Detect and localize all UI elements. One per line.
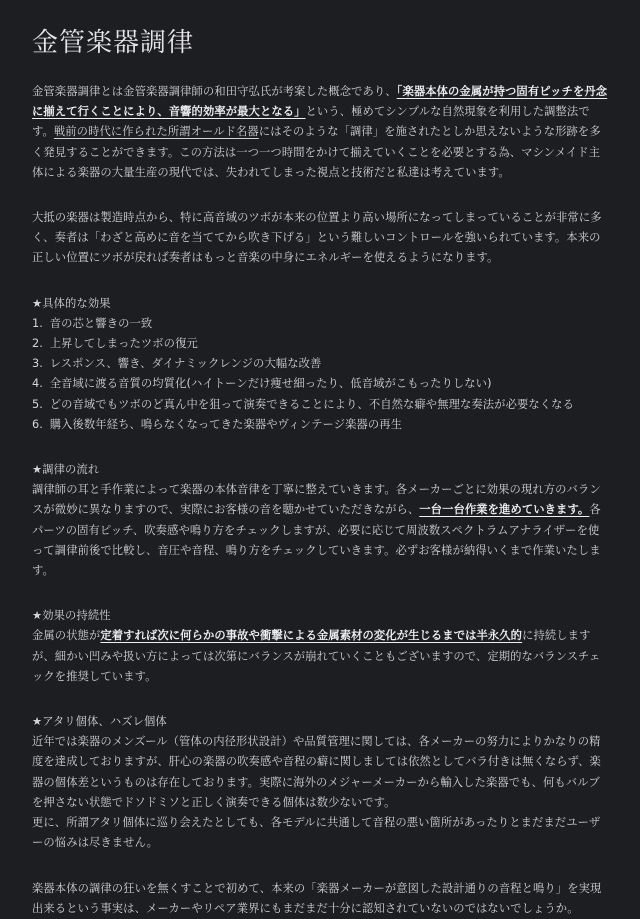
effects-heading: ★具体的な効果 bbox=[32, 296, 111, 310]
durability-section bbox=[32, 606, 608, 687]
list-item bbox=[32, 395, 608, 415]
list-text: レスポンス、響き、ダイナミックレンジの大幅な改善 bbox=[49, 357, 322, 371]
list-number: 4. bbox=[32, 377, 43, 391]
flow-section bbox=[32, 460, 608, 581]
intro-paragraph bbox=[32, 82, 608, 183]
pitch-paragraph: 大抵の楽器は製造時点から、特に高音域のツボが本来の位置より高い場所になってしまっていることが非常に多く、奏者は「わざと高めに音を当ててから吹き下げる」という難しいコントロールを強いられています。本来の正しい位置にツボが戻れば奏者はもっと音楽の中身にエネルギーを使えるようになります。 bbox=[32, 211, 602, 265]
intro-text-1: 金管楽器調律とは金管楽器調律師の和田守弘氏が考案した概念であり、 bbox=[32, 85, 397, 98]
old-instruments-link[interactable]: 戦前の時代に作られた所謂オールド名器 bbox=[53, 125, 259, 139]
list-number: 5. bbox=[32, 397, 43, 411]
intro-text-3: にはそのような「調律」を施されたとしか思えないような形跡を多く発見することができます。この方法は一つ一つ時間をかけて揃えていくことを必要とする為、マシンメイド主体による楽器の大量生産の現代では、失われてしまった視点と技術だと私達は考えています。 bbox=[32, 125, 601, 179]
list-text: 音の芯と響きの一致 bbox=[49, 316, 153, 330]
durability-heading: ★効果の持続性 bbox=[32, 609, 111, 623]
intro-text-2: という、極めてシンプルな自然現象を利用した調整法です。 bbox=[32, 105, 590, 139]
atari-text-1: 近年では楽器のメンズール（管体の内径形状設計）や品質管理に関しては、各メーカーの努力によりかなりの精度を達成しておりますが、肝心の楽器の吹奏感や音程の癖に関しましては依然としてバラ付きは無くならず、楽器の個体差というものは存在しております。実際に海外のメジャーメーカーから輸入した楽器でも、何もバルブを押さない状態でドソドミソと正しく演奏できる個体は数少ないです。 bbox=[32, 735, 601, 809]
flow-emphasis: 一台一台作業を進めていきます。 bbox=[419, 503, 590, 517]
list-item bbox=[32, 334, 608, 354]
list-item bbox=[32, 374, 608, 394]
flow-text-2: 各パーツの固有ピッチ、吹奏感や鳴り方をチェックしますが、必要に応じて周波数スペクトラムアナライザーを使って調律前後で比較し、音圧や音程、鳴り方をチェックしていきます。必ずお客様が納得いくまで作業いたします。 bbox=[32, 503, 601, 578]
list-number: 3. bbox=[32, 357, 43, 371]
atari-section bbox=[32, 712, 608, 853]
list-number: 1. bbox=[32, 316, 43, 330]
flow-heading: ★調律の流れ bbox=[32, 463, 100, 477]
list-text: どの音域でもツボのど真ん中を狙って演奏できることにより、不自然な癖や無理な奏法が必要なくなる bbox=[49, 397, 574, 411]
closing-paragraph: 楽器本体の調律の狂いを無くすことで初めて、本来の「楽器メーカーが意図した設計通りの音程と鳴り」を実現出来るという事実は、メーカーやリペア業界にもまだまだ十分に認知されていないのではないでしょうか。 bbox=[32, 881, 602, 915]
durability-emphasis: 定着すれば次に何らかの事故や衝撃による金属素材の変化が生じるまでは半永久的 bbox=[100, 629, 523, 643]
list-text: 上昇してしまったツボの復元 bbox=[49, 337, 198, 351]
atari-text-2: 更に、所謂アタリ個体に巡り会えたとしても、各モデルに共通して音程の悪い箇所があったりとまだまだユーザーの悩みは尽きません。 bbox=[32, 816, 601, 850]
intro-emphasis: 「楽器本体の金属が持つ固有ピッチを丹念に揃えて行くことにより、音響的効率が最大となる」 bbox=[32, 85, 608, 119]
list-text: 購入後数年経ち、鳴らなくなってきた楽器やヴィンテージ楽器の再生 bbox=[49, 417, 403, 431]
atari-heading: ★アタリ個体、ハズレ個体 bbox=[32, 715, 167, 729]
list-item bbox=[32, 354, 608, 374]
durability-text-2: に持続しますが、細かい凹みや扱い方によっては次第にバランスが崩れていくこともございますので、定期的なバランスチェックを推奨しています。 bbox=[32, 629, 601, 683]
flow-text-1: 調律師の耳と手作業によって楽器の本体音律を丁寧に整えていきます。各メーカーごとに効果の現れ方のバランスが微妙に異なりますので、実際にお客様の音を聴かせていただきながら、 bbox=[32, 483, 601, 517]
page-title: 金管楽器調律 bbox=[32, 28, 195, 58]
list-text: 全音域に渡る音質の均質化(ハイトーンだけ痩せ細ったり、低音域がこもったりしない) bbox=[49, 377, 492, 391]
list-number: 6. bbox=[32, 417, 43, 431]
list-item bbox=[32, 314, 608, 334]
durability-text-1: 金属の状態が bbox=[32, 629, 101, 643]
list-item bbox=[32, 415, 608, 435]
effects-section bbox=[32, 294, 608, 435]
list-number: 2. bbox=[32, 337, 43, 351]
